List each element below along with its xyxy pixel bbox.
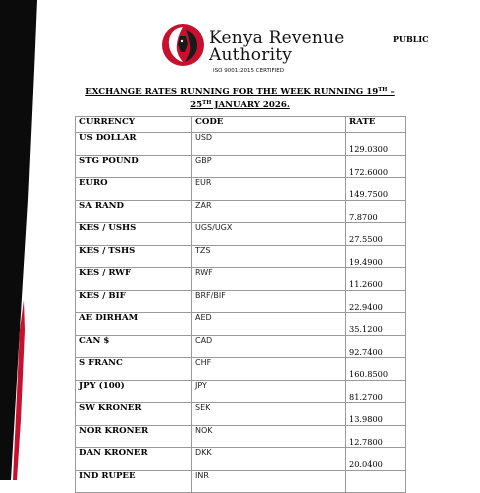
rate-value: 35.1200 [349, 324, 383, 334]
rate-cell [346, 155, 406, 178]
table-row [76, 178, 406, 201]
rate-cell [346, 448, 406, 471]
table-row [76, 245, 406, 268]
table-row [76, 335, 406, 358]
code-cell: USD [192, 133, 346, 156]
header-currency: CURRENCY [76, 117, 192, 133]
code-cell: TZS [192, 245, 346, 268]
rate-cell [346, 470, 406, 493]
header-code: CODE [192, 117, 346, 133]
rate-value: 20.0400 [349, 459, 383, 469]
logo-wordmark-line1: Kenya Revenue [209, 28, 345, 48]
kra-lion-emblem-icon [160, 22, 206, 68]
rate-cell [346, 290, 406, 313]
classification-label: PUBLIC [393, 34, 429, 44]
rate-value: 13.9800 [349, 414, 383, 424]
table-row [76, 448, 406, 471]
rate-value: 149.7500 [349, 189, 389, 199]
code-cell: UGS/UGX [192, 223, 346, 246]
rate-value: 27.5500 [349, 234, 383, 244]
rate-value: 92.7400 [349, 346, 383, 357]
rate-value: 160.8500 [349, 369, 389, 379]
currency-cell: IND RUPEE [76, 470, 192, 493]
rate-cell [346, 268, 406, 291]
table-row [76, 470, 406, 493]
rate-cell [346, 133, 406, 156]
table-row [76, 268, 406, 291]
rate-cell [346, 200, 406, 223]
code-cell: BRF/BIF [192, 290, 346, 313]
header-rate: RATE [346, 117, 406, 133]
left-decorative-bands [0, 0, 40, 480]
code-cell: AED [192, 313, 346, 336]
title-sup2: TH [202, 100, 212, 106]
title-part3: 25 [190, 100, 203, 110]
table-row [76, 200, 406, 223]
rate-cell [346, 425, 406, 448]
table-row [76, 290, 406, 313]
title-part1: EXCHANGE RATES RUNNING FOR THE WEEK RUNNING 19 [85, 87, 379, 97]
currency-cell: KES / TSHS [76, 245, 192, 268]
code-cell: RWF [192, 268, 346, 291]
code-cell: EUR [192, 178, 346, 201]
exchange-rates-table [75, 116, 406, 493]
rate-value: 12.7800 [349, 436, 383, 447]
code-cell: DKK [192, 448, 346, 471]
currency-cell: AE DIRHAM [76, 313, 192, 336]
title-part2: – [387, 87, 395, 97]
rate-value: 81.2700 [349, 391, 383, 402]
rate-cell [346, 313, 406, 336]
title-sup1: TH [378, 87, 388, 93]
currency-cell: EURO [76, 178, 192, 201]
rate-cell [346, 335, 406, 358]
rate-cell [346, 380, 406, 403]
currency-cell: KES / USHS [76, 223, 192, 246]
document-title [60, 85, 420, 111]
currency-cell: SW KRONER [76, 403, 192, 426]
rate-value: 11.2600 [349, 279, 383, 289]
code-cell: INR [192, 470, 346, 493]
currency-cell: CAN $ [76, 335, 192, 358]
rate-value: 172.6000 [349, 166, 389, 177]
currency-cell: NOR KRONER [76, 425, 192, 448]
code-cell: NOK [192, 425, 346, 448]
rate-value: 129.0300 [349, 144, 389, 154]
code-cell: SEK [192, 403, 346, 426]
code-cell: CAD [192, 335, 346, 358]
iso-certification-text: ISO 9001:2015 CERTIFIED [213, 68, 285, 74]
currency-cell: S FRANC [76, 358, 192, 381]
rate-value: 7.8700 [349, 211, 378, 222]
rate-cell [346, 178, 406, 201]
rate-cell [346, 358, 406, 381]
code-cell: JPY [192, 380, 346, 403]
code-cell: GBP [192, 155, 346, 178]
table-row [76, 223, 406, 246]
table-row [76, 403, 406, 426]
table-row [76, 425, 406, 448]
currency-cell: KES / BIF [76, 290, 192, 313]
rate-cell [346, 245, 406, 268]
table-row [76, 380, 406, 403]
table-row [76, 313, 406, 336]
code-cell: CHF [192, 358, 346, 381]
currency-cell: JPY (100) [76, 380, 192, 403]
logo-wordmark-line2: Authority [209, 45, 293, 65]
currency-cell: DAN KRONER [76, 448, 192, 471]
table-header-row [76, 117, 406, 133]
rate-value: 19.4900 [349, 256, 383, 267]
currency-cell: STG POUND [76, 155, 192, 178]
rate-cell [346, 403, 406, 426]
table-row [76, 133, 406, 156]
currency-cell: US DOLLAR [76, 133, 192, 156]
rate-cell [346, 223, 406, 246]
currency-cell: KES / RWF [76, 268, 192, 291]
code-cell: ZAR [192, 200, 346, 223]
currency-cell: SA RAND [76, 200, 192, 223]
title-part4: JANUARY 2026. [211, 100, 290, 110]
rate-value: 22.9400 [349, 301, 383, 312]
table-row [76, 358, 406, 381]
table-row [76, 155, 406, 178]
